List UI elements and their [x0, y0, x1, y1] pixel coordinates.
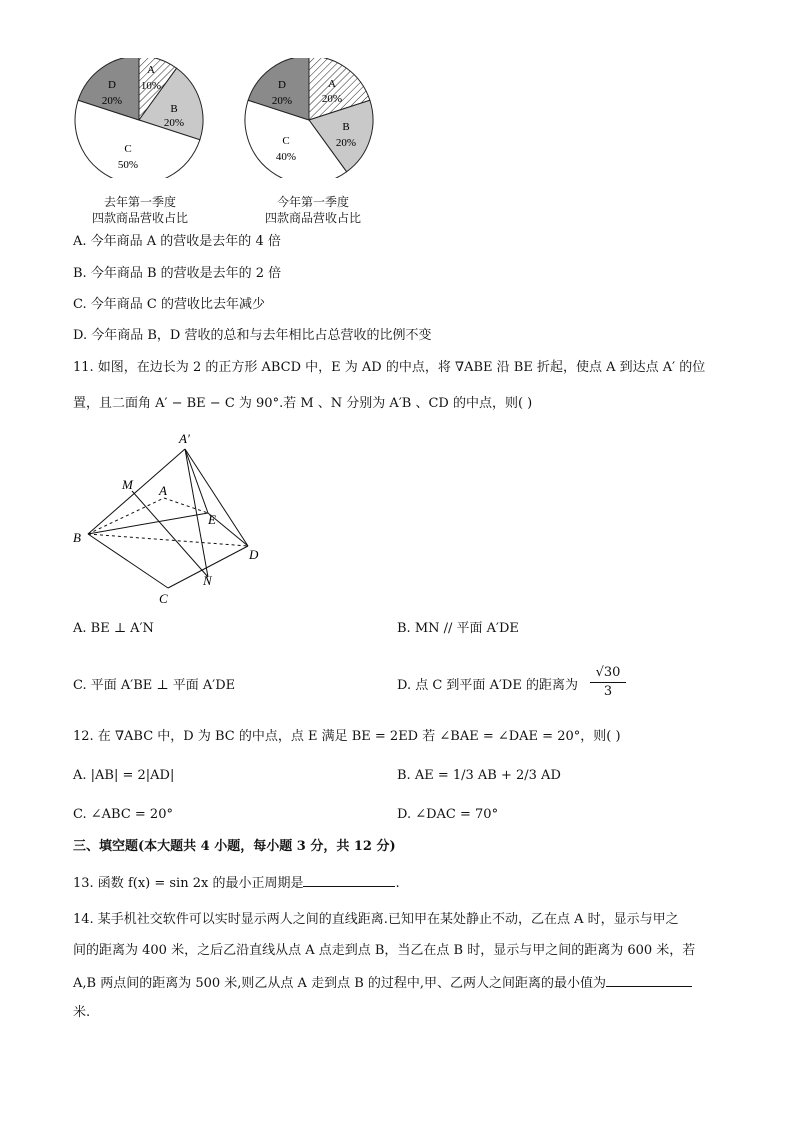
pie-chart-last-year — [70, 58, 210, 178]
q13 — [73, 873, 400, 893]
label-b: B — [73, 530, 81, 545]
pie2-label-d-pct: 20% — [271, 95, 293, 107]
fraction-denominator: 3 — [603, 684, 613, 699]
q11-option-c: C. 平面 A′BE ⊥ 平面 A′DE — [73, 678, 236, 693]
pie1-label-c-pct: 50% — [117, 159, 139, 171]
q11-option-d-text: D. 点 C 到平面 A′DE 的距离为 — [397, 678, 578, 693]
q14-line2: 间的距离为 400 米，之后乙沿直线从点 A 点走到点 B，当乙在点 B 时，显示与甲之间的距离为 600 米，若 — [73, 943, 696, 958]
pie1-label-b-name: B — [170, 103, 178, 115]
q14-line1: 14. 某手机社交软件可以实时显示两人之间的直线距离.已知甲在某处静止不动，乙在点 A 时，显示与甲之 — [73, 912, 679, 927]
pie2-label-d-name: D — [278, 79, 286, 91]
pie-chart-this-year — [243, 58, 383, 178]
q10-option-b: B. 今年商品 B 的营收是去年的 2 倍 — [73, 266, 282, 281]
label-d: D — [249, 547, 259, 562]
pie1-label-a-name: A — [147, 64, 155, 76]
pie1-caption-line1: 去年第一季度 — [103, 195, 176, 209]
section-heading: 三、填空题(本大题共 4 小题，每小题 3 分，共 12 分) — [73, 839, 396, 854]
label-m: M — [122, 477, 133, 492]
q11-option-d-fraction — [590, 664, 626, 701]
pie2-label-a-name: A — [328, 78, 336, 90]
q14-line4: 米. — [73, 1005, 91, 1020]
pie1-label-b-pct: 20% — [163, 117, 185, 129]
label-a: A — [159, 483, 167, 498]
q10-option-c: C. 今年商品 C 的营收比去年减少 — [73, 297, 265, 312]
q10-option-a: A. 今年商品 A 的营收是去年的 4 倍 — [73, 234, 281, 249]
pie2-slices — [245, 58, 373, 178]
q13-suffix: . — [395, 876, 400, 891]
q13-answer-blank[interactable] — [303, 873, 395, 887]
pie1-label-a-pct: 10% — [140, 80, 162, 92]
q14-answer-blank[interactable] — [606, 973, 692, 987]
pie1-label-d-name: D — [108, 79, 116, 91]
fraction-numerator: √30 — [590, 664, 626, 683]
q12-option-a: A. |AB| = 2|AD| — [73, 768, 175, 783]
pie2-label-b-pct: 20% — [335, 137, 357, 149]
q11-option-d — [397, 677, 578, 695]
q11-geometry-figure — [60, 425, 280, 610]
label-n: N — [203, 573, 212, 588]
q10-option-d: D. 今年商品 B，D 营收的总和与去年相比占总营收的比例不变 — [73, 328, 432, 343]
q11-option-b: B. MN // 平面 A′DE — [397, 621, 519, 636]
pie2-label-a-pct: 20% — [321, 93, 343, 105]
pie1-label-d-pct: 20% — [101, 95, 123, 107]
label-e: E — [208, 512, 216, 527]
q11-option-a: A. BE ⊥ A′N — [73, 621, 154, 636]
q13-text: 13. 函数 f(x) = sin 2x 的最小正周期是 — [73, 876, 304, 891]
q14-line3-text: A,B 两点间的距离为 500 米,则乙从点 A 走到点 B 的过程中,甲、乙两人之间距离的最小值为 — [73, 976, 607, 991]
q14-line3 — [73, 973, 692, 993]
label-c: C — [159, 591, 168, 606]
q11-stem-line2: 置，且二面角 A′ − BE − C 为 90°.若 M 、N 分别为 A′B 、CD 的中点，则( ) — [73, 396, 533, 411]
pie1-label-c-name: C — [124, 143, 132, 155]
label-a-prime: A′ — [179, 431, 190, 446]
q12-stem: 12. 在 ∇ABC 中，D 为 BC 的中点，点 E 满足 BE = 2ED 若 ∠BAE = ∠DAE = 20°，则( ) — [73, 729, 621, 744]
q12-option-d: D. ∠DAC = 70° — [397, 807, 499, 822]
q12-option-b: B. AE = 1/3 AB + 2/3 AD — [397, 768, 561, 783]
pie2-caption-line2: 四款商品营收占比 — [264, 211, 361, 225]
pie2-label-b-name: B — [342, 121, 350, 133]
q11-stem-line1: 11. 如图，在边长为 2 的正方形 ABCD 中，E 为 AD 的中点，将 ∇ABE 沿 BE 折起，使点 A 到达点 A′ 的位 — [73, 360, 706, 375]
pie1-caption-line2: 四款商品营收占比 — [91, 211, 188, 225]
q12-option-c: C. ∠ABC = 20° — [73, 807, 173, 822]
pie2-label-c-pct: 40% — [275, 151, 297, 163]
pie2-caption-line1: 今年第一季度 — [276, 195, 349, 209]
pie2-label-c-name: C — [282, 135, 290, 147]
